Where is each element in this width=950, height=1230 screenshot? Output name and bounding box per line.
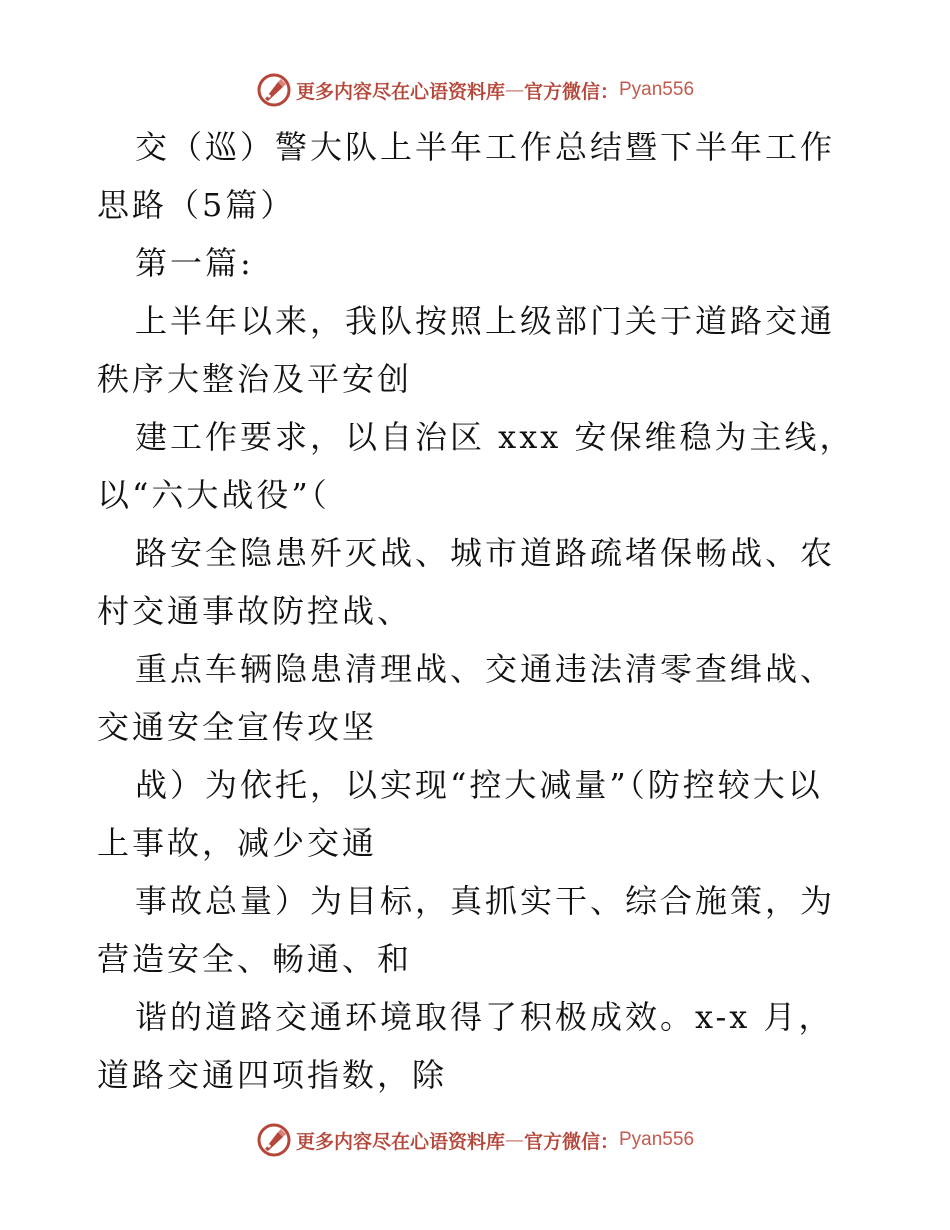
- banner-site-text: 更多内容尽在心语资料库: [295, 1130, 505, 1153]
- section-label: 第一篇:: [135, 244, 254, 282]
- paragraph: 路安全隐患歼灭战、城市道路疏堵保畅战、农村交通事故防控战、: [97, 534, 836, 630]
- footer-banner[interactable]: [0, 1120, 950, 1160]
- banner-site-text: 更多内容尽在心语资料库: [295, 80, 505, 103]
- paragraph: 重点车辆隐患清理战、交通违法清零查缉战、交通安全宣传攻坚: [97, 650, 836, 746]
- paragraph: 战）为依托，以实现“控大减量”（防控较大以上事故，减少交通: [97, 766, 823, 862]
- banner-wechat-label: 官方微信：: [523, 80, 619, 103]
- pen-logo-icon: [256, 72, 292, 108]
- paragraph: 谐的道路交通环境取得了积极成效。x-x 月，道路交通四项指数，除: [97, 998, 834, 1094]
- paragraph: 上半年以来，我队按照上级部门关于道路交通秩序大整治及平安创: [97, 302, 836, 398]
- header-banner[interactable]: [0, 70, 950, 110]
- document-body: [97, 118, 857, 1104]
- banner-wechat-label: 官方微信：: [523, 1130, 619, 1153]
- banner-wechat-id: Pyan556: [619, 79, 695, 100]
- paragraph: 事故总量）为目标，真抓实干、综合施策，为营造安全、畅通、和: [97, 882, 836, 978]
- pen-logo-icon: [256, 1122, 292, 1158]
- banner-dash: —: [504, 79, 524, 101]
- document-title: 交（巡）警大队上半年工作总结暨下半年工作思路（5篇）: [97, 128, 836, 224]
- banner-wechat-id: Pyan556: [619, 1129, 695, 1150]
- paragraph: 建工作要求，以自治区 xxx 安保维稳为主线，以“六大战役”（: [97, 418, 855, 514]
- banner-dash: —: [504, 1129, 524, 1151]
